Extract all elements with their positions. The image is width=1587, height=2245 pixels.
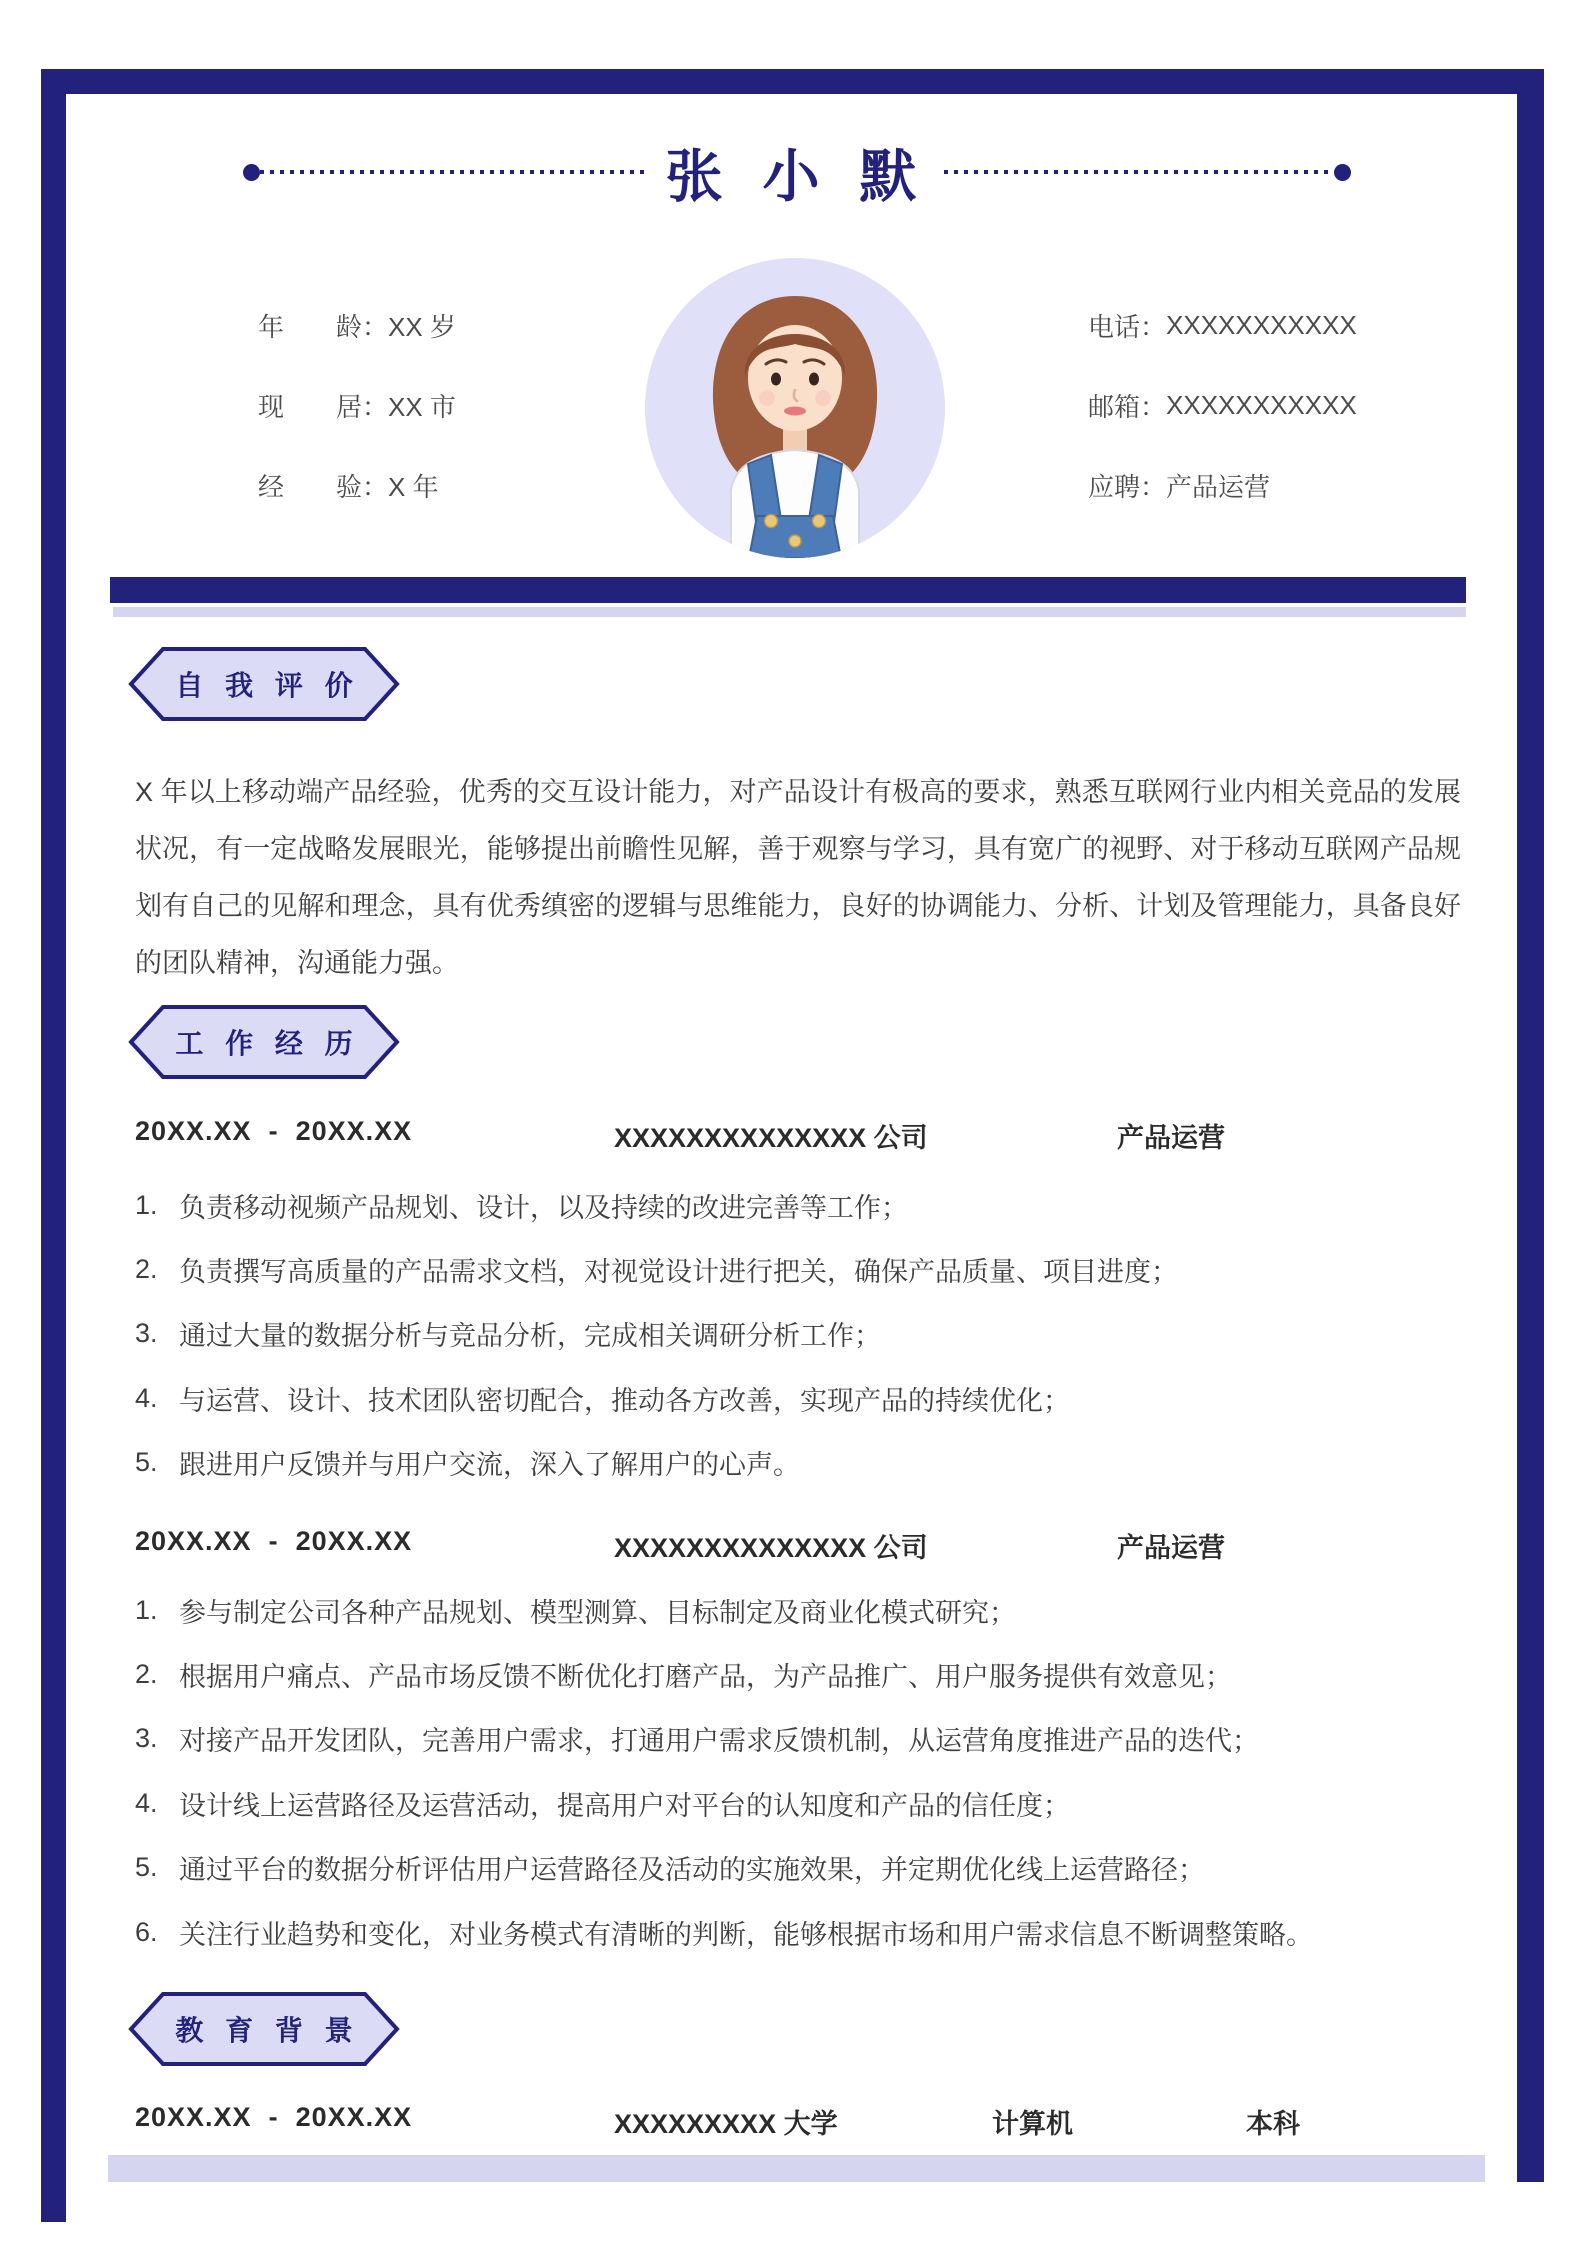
education-school: XXXXXXXXX 大学 — [614, 2109, 838, 2139]
job1-header-row — [135, 1116, 1465, 1155]
profile-phone-row — [1088, 285, 1357, 365]
profile-residence-label: 现 居： — [258, 391, 389, 422]
title-right-end-dot-icon — [1334, 164, 1351, 181]
profile-experience-row — [258, 445, 456, 525]
profile-age-value: XX 岁 — [388, 311, 456, 342]
list-item — [135, 1771, 1465, 1835]
duty-text: 跟进用户反馈并与用户交流，深入了解用户的心声。 — [179, 1450, 800, 1481]
header — [243, 136, 1351, 208]
duty-text: 通过平台的数据分析评估用户运营路径及活动的实施效果，并定期优化线上运营路径； — [179, 1855, 1205, 1886]
profile-email-row — [1088, 365, 1357, 445]
profile-left-column — [258, 285, 456, 525]
duty-number: 2. — [135, 1659, 158, 1690]
duty-text: 负责撰写高质量的产品需求文档，对视觉设计进行把关，确保产品质量、项目进度； — [179, 1257, 1178, 1288]
list-item — [135, 1237, 1465, 1301]
duty-number: 1. — [135, 1594, 158, 1625]
duty-text: 根据用户痛点、产品市场反馈不断优化打磨产品，为产品推广、用户服务提供有效意见； — [179, 1662, 1232, 1693]
job1-period: 20XX.XX - 20XX.XX — [135, 1116, 413, 1146]
title-left-dotted-line — [260, 170, 650, 174]
profile-experience-value: X 年 — [388, 471, 439, 502]
duty-text: 通过大量的数据分析与竞品分析，完成相关调研分析工作； — [179, 1321, 881, 1352]
list-item — [135, 1707, 1465, 1771]
candidate-name: 张 小 默 — [665, 145, 929, 209]
page-border-left — [41, 69, 66, 2222]
duty-text: 与运营、设计、技术团队密切配合，推动各方改善，实现产品的持续优化； — [179, 1385, 1070, 1416]
duty-text: 关注行业趋势和变化，对业务模式有清晰的判断，能够根据市场和用户需求信息不断调整策略。 — [179, 1919, 1313, 1950]
job1-position: 产品运营 — [1117, 1123, 1225, 1153]
title-right-dotted-line — [944, 170, 1334, 174]
list-item — [135, 1366, 1465, 1430]
profile-phone-value: XXXXXXXXXXX — [1166, 309, 1357, 340]
duty-number: 4. — [135, 1787, 158, 1818]
education-major: 计算机 — [992, 2109, 1073, 2139]
profile-phone-label: 电话： — [1088, 311, 1167, 342]
list-item — [135, 1431, 1465, 1495]
section-badge-education — [128, 1990, 400, 2068]
page-border-top — [41, 69, 1544, 94]
list-item — [135, 1836, 1465, 1900]
job1-duty-list — [135, 1173, 1465, 1495]
duty-number: 5. — [135, 1852, 158, 1883]
list-item — [135, 1900, 1465, 1964]
title-left-end-dot-icon — [243, 164, 260, 181]
list-item — [135, 1642, 1465, 1706]
duty-number: 6. — [135, 1916, 158, 1947]
header-divider-navy — [110, 577, 1466, 603]
education-period: 20XX.XX - 20XX.XX — [135, 2102, 413, 2132]
duty-number: 3. — [135, 1723, 158, 1754]
self-evaluation-text: X 年以上移动端产品经验，优秀的交互设计能力，对产品设计有极高的要求，熟悉互联网行业内相关竞品的发展状况，有一定战略发展眼光，能够提出前瞻性见解，善于观察与学习，具有宽广的视野、对于移动互联网产品规划有自己的见解和理念，具有优秀缜密的逻辑与思维能力，良好的协调能力、分析、计划及管理能力，具备良好的团队精神，沟通能力强。 — [135, 777, 1461, 978]
duty-text: 负责移动视频产品规划、设计，以及持续的改进完善等工作； — [179, 1192, 908, 1223]
job2-period: 20XX.XX - 20XX.XX — [135, 1526, 413, 1556]
duty-number: 1. — [135, 1189, 158, 1220]
header-divider-lavender — [113, 607, 1466, 617]
list-item — [135, 1302, 1465, 1366]
job2-company: XXXXXXXXXXXXXX 公司 — [614, 1533, 928, 1563]
profile-position-row — [1088, 445, 1357, 525]
duty-number: 2. — [135, 1254, 158, 1285]
profile-email-label: 邮箱： — [1088, 391, 1167, 422]
list-item — [135, 1578, 1465, 1642]
duty-text: 设计线上运营路径及运营活动，提高用户对平台的认知度和产品的信任度； — [179, 1790, 1070, 1821]
education-degree: 本科 — [1246, 2109, 1300, 2139]
profile-right-column — [1088, 285, 1357, 525]
job2-position: 产品运营 — [1117, 1533, 1225, 1563]
section-title-work-experience: 工 作 经 历 — [175, 1028, 360, 1059]
section-badge-self-evaluation — [128, 645, 400, 723]
profile-experience-label: 经 验： — [258, 471, 389, 502]
bottom-lavender-band — [108, 2155, 1485, 2182]
section-badge-work-experience — [128, 1003, 400, 1081]
avatar — [645, 258, 945, 558]
duty-text: 对接产品开发团队，完善用户需求，打通用户需求反馈机制，从运营角度推进产品的迭代； — [179, 1726, 1259, 1757]
duty-text: 参与制定公司各种产品规划、模型测算、目标制定及商业化模式研究； — [179, 1597, 1016, 1628]
duty-number: 3. — [135, 1318, 158, 1349]
profile-residence-value: XX 市 — [388, 391, 456, 422]
profile-position-label: 应聘： — [1088, 471, 1167, 502]
avatar-image — [645, 258, 945, 558]
job2-duty-list — [135, 1578, 1465, 1964]
profile-age-label: 年 龄： — [258, 311, 389, 342]
profile-residence-row — [258, 365, 456, 445]
profile-position-value: 产品运营 — [1166, 471, 1271, 502]
section-title-self-evaluation: 自 我 评 价 — [175, 670, 360, 701]
list-item — [135, 1173, 1465, 1237]
duty-number: 4. — [135, 1382, 158, 1413]
section-title-education: 教 育 背 景 — [175, 2015, 360, 2046]
page-border-right — [1517, 69, 1544, 2182]
profile-email-value: XXXXXXXXXXX — [1166, 389, 1357, 420]
job1-company: XXXXXXXXXXXXXX 公司 — [614, 1123, 928, 1153]
job2-header-row — [135, 1526, 1465, 1565]
profile-age-row — [258, 285, 456, 365]
education-row — [135, 2102, 1465, 2141]
duty-number: 5. — [135, 1447, 158, 1478]
